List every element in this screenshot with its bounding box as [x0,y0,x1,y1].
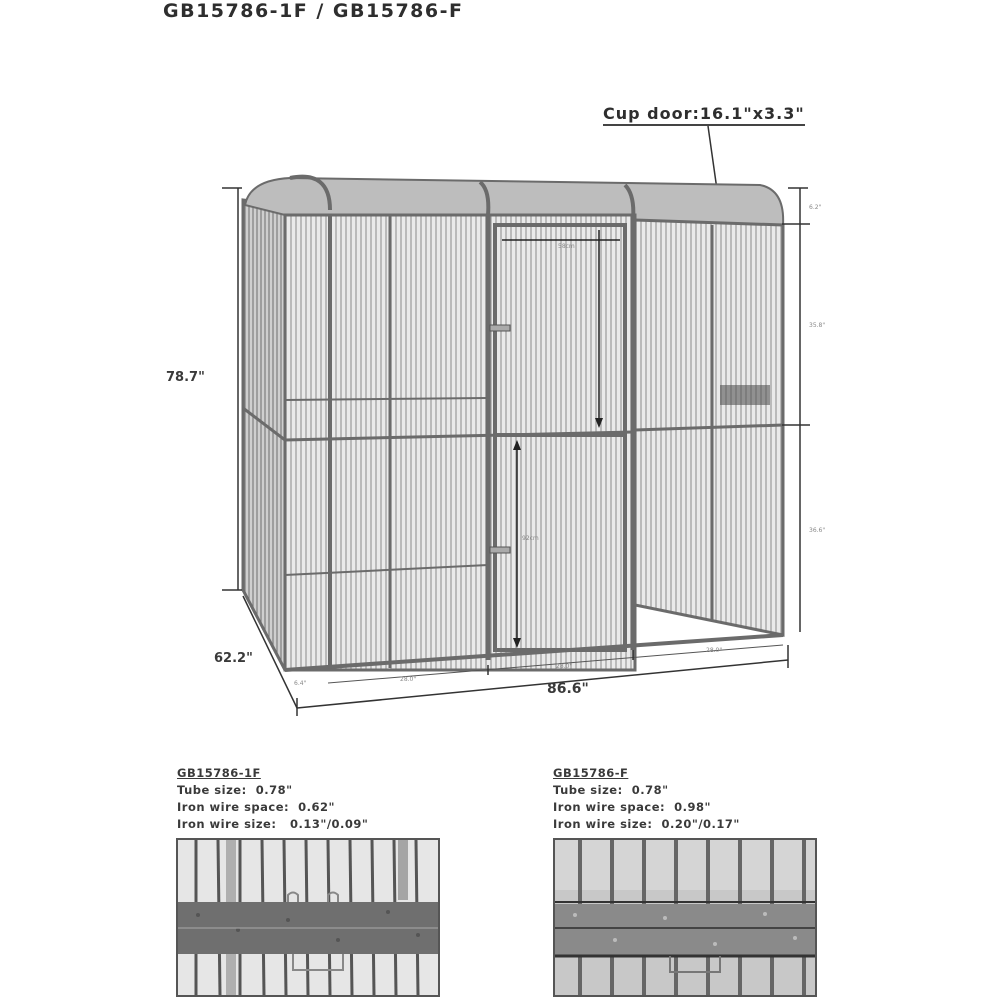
cup-door [720,385,770,405]
wire-closeup-photo-f [553,838,817,997]
wire-space-value: 0.98" [674,800,712,814]
corner-offset-label: 6.4" [294,680,307,687]
wire-space-label: Iron wire space: [553,800,666,814]
height-total-label: 78.7" [166,370,205,385]
width-total-label: 86.6" [547,681,589,697]
spec-block-1f [177,765,368,833]
wire-closeup-photo-1f [176,838,440,997]
bottom-segment-1-label: 28.0" [400,676,417,683]
right-bottom-label: 36.6" [809,527,826,534]
tube-size-label: Tube size: [553,783,623,797]
tube-size-value: 0.78" [631,783,669,797]
spec-model: GB15786-F [553,766,629,780]
wire-space-value: 0.62" [298,800,336,814]
right-middle-label: 35.8" [809,322,826,329]
bottom-segment-3-label: 28.0" [706,647,723,654]
page-title: GB15786-1F / GB15786-F [163,0,464,22]
wire-size-label: Iron wire size: [177,817,277,831]
wire-size-value: 0.20"/0.17" [661,817,740,831]
wire-size-value: 0.13"/0.09" [289,817,369,831]
tube-size-value: 0.78" [255,783,293,797]
tube-size-label: Tube size: [177,783,247,797]
wire-size-label: Iron wire size: [553,817,653,831]
right-top-label: 6.2" [809,204,822,211]
cup-door-callout: Cup door:16.1"x3.3" [603,104,805,126]
door-width-label: 58cm [558,243,575,250]
spec-model: GB15786-1F [177,766,261,780]
door-height-label: 92cm [522,535,539,542]
spec-block-f [553,765,740,833]
bottom-segment-2-label: 28.0" [556,663,573,670]
depth-label: 62.2" [214,651,253,666]
wire-space-label: Iron wire space: [177,800,290,814]
